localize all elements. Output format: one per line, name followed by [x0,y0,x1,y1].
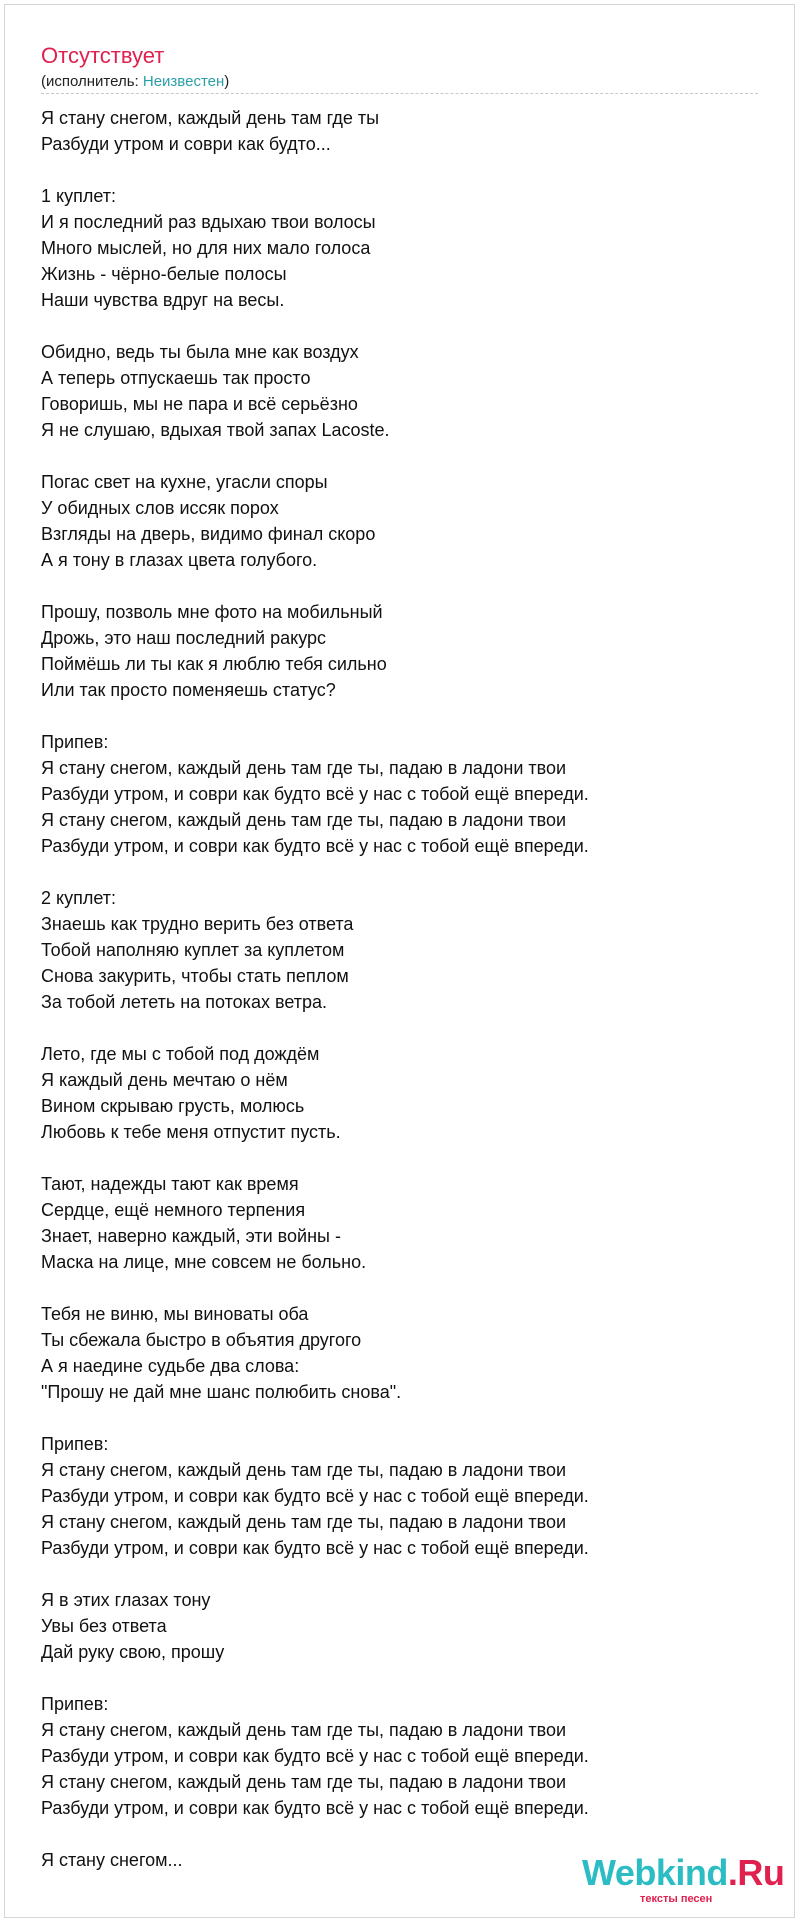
lyrics-stanza [41,339,761,443]
artist-suffix: ) [224,73,230,90]
lyrics-stanza [41,599,761,703]
lyric-line: Лето, где мы с тобой под дождём [41,1044,320,1064]
lyric-line: Я стану снегом, каждый день там где ты, падаю в ладони твои [41,1772,567,1792]
lyric-line: Разбуди утром, и соври как будто всё у нас с тобой ещё впереди. [41,1798,589,1818]
lyric-line: Тобой наполняю куплет за куплетом [41,940,345,960]
lyrics-text [41,105,761,1899]
title-separator [41,93,758,94]
lyrics-stanza [41,105,761,157]
logo-wordmark [582,1853,784,1893]
lyric-line: Сердце, ещё немного терпения [41,1200,306,1220]
lyric-line: 1 куплет: [41,186,116,206]
lyric-line: Припев: [41,1694,109,1714]
lyric-line: Тебя не виню, мы виноваты оба [41,1304,309,1324]
artist-line [41,72,229,92]
lyrics-stanza [41,729,761,859]
lyric-line: И я последний раз вдыхаю твои волосы [41,212,376,232]
lyrics-stanza [41,1587,761,1665]
lyric-line: Тают, надежды тают как время [41,1174,299,1194]
lyrics-stanza [41,183,761,313]
lyric-line: А я наедине судьбе два слова: [41,1356,300,1376]
song-title: Отсутствует [41,43,165,68]
lyrics-stanza [41,469,761,573]
lyric-line: Разбуди утром, и соври как будто всё у нас с тобой ещё впереди. [41,1746,589,1766]
lyric-line: Взгляды на дверь, видимо финал скоро [41,524,376,544]
lyric-line: Я стану снегом, каждый день там где ты, падаю в ладони твои [41,1720,567,1740]
lyrics-stanza [41,1431,761,1561]
lyric-line: Разбуди утром и соври как будто... [41,134,331,154]
lyric-line: У обидных слов иссяк порох [41,498,279,518]
lyric-line: Я стану снегом, каждый день там где ты, падаю в ладони твои [41,1512,567,1532]
lyric-line: Разбуди утром, и соври как будто всё у нас с тобой ещё впереди. [41,1538,589,1558]
lyric-line: Дрожь, это наш последний ракурс [41,628,327,648]
lyric-line: Знаешь как трудно верить без ответа [41,914,354,934]
lyric-line: Припев: [41,732,109,752]
lyric-line: Снова закурить, чтобы стать пеплом [41,966,349,986]
logo-tld: .Ru [727,1852,785,1893]
lyric-line: Любовь к тебе меня отпустит пусть. [41,1122,341,1142]
lyric-line: Я в этих глазах тону [41,1590,211,1610]
lyric-line: Обидно, ведь ты была мне как воздух [41,342,359,362]
lyric-line: Прошу, позволь мне фото на мобильный [41,602,383,622]
lyric-line: Говоришь, мы не пара и всё серьёзно [41,394,358,414]
lyric-line: За тобой лететь на потоках ветра. [41,992,327,1012]
lyric-line: 2 куплет: [41,888,116,908]
webkind-logo[interactable] [580,1852,785,1911]
lyric-line: Я стану снегом, каждый день там где ты [41,108,380,128]
lyric-line: Поймёшь ли ты как я люблю тебя сильно [41,654,387,674]
lyric-line: Жизнь - чёрно-белые полосы [41,264,287,284]
lyric-line: Я стану снегом, каждый день там где ты, падаю в ладони твои [41,810,567,830]
lyric-line: Разбуди утром, и соври как будто всё у нас с тобой ещё впереди. [41,836,589,856]
lyric-line: Я не слушаю, вдыхая твой запах Lacoste. [41,420,390,440]
lyric-line: Погас свет на кухне, угасли споры [41,472,328,492]
lyric-line: Разбуди утром, и соври как будто всё у нас с тобой ещё впереди. [41,784,589,804]
lyric-line: Наши чувства вдруг на весы. [41,290,285,310]
lyric-line: Ты сбежала быстро в объятия другого [41,1330,362,1350]
lyric-line: А теперь отпускаешь так просто [41,368,311,388]
lyric-line: Разбуди утром, и соври как будто всё у нас с тобой ещё впереди. [41,1486,589,1506]
lyric-line: Увы без ответа [41,1616,167,1636]
lyric-line: Я стану снегом... [41,1850,183,1870]
lyric-line: "Прошу не дай мне шанс полюбить снова". [41,1382,402,1402]
lyrics-stanza [41,1301,761,1405]
lyric-line: Я стану снегом, каждый день там где ты, падаю в ладони твои [41,1460,567,1480]
lyric-line: Я каждый день мечтаю о нём [41,1070,288,1090]
lyric-line: Вином скрываю грусть, молюсь [41,1096,305,1116]
lyric-line: Маска на лице, мне совсем не больно. [41,1252,367,1272]
lyric-line: Припев: [41,1434,109,1454]
artist-prefix: (исполнитель: [41,73,143,90]
lyrics-stanza [41,1691,761,1821]
logo-brand: Webkind [582,1852,728,1893]
lyric-line: А я тону в глазах цвета голубого. [41,550,318,570]
lyric-line: Знает, наверно каждый, эти войны - [41,1226,341,1246]
lyrics-stanza [41,885,761,1015]
lyrics-stanza [41,1041,761,1145]
lyric-line: Я стану снегом, каждый день там где ты, падаю в ладони твои [41,758,567,778]
artist-link[interactable]: Неизвестен [142,73,225,90]
lyric-line: Или так просто поменяешь статус? [41,680,336,700]
logo-tagline: тексты песен [640,1893,713,1905]
lyric-line: Много мыслей, но для них мало голоса [41,238,371,258]
lyric-line: Дай руку свою, прошу [41,1642,225,1662]
lyrics-stanza [41,1171,761,1275]
